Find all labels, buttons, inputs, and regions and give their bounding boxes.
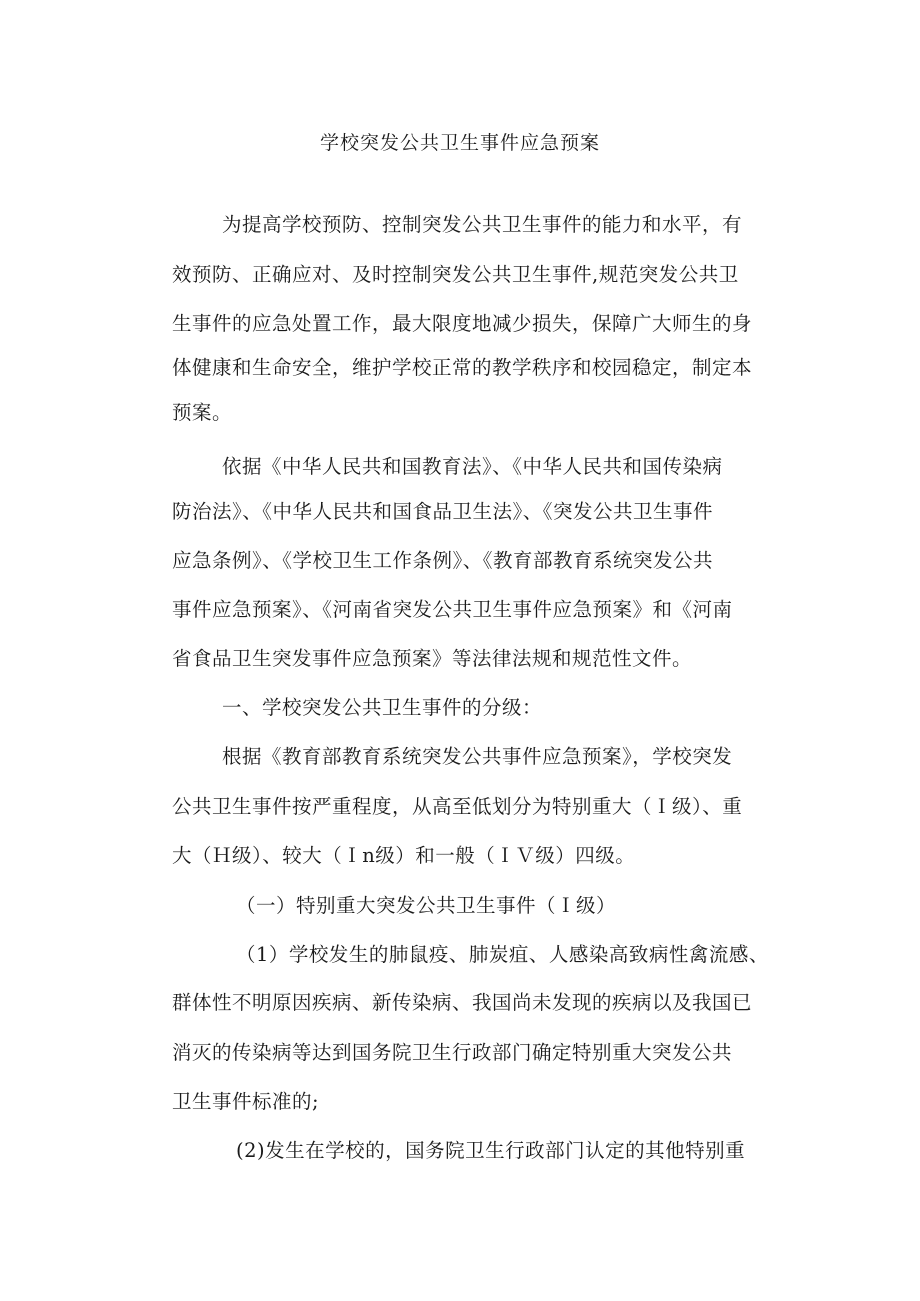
paragraph-line: 群体性不明原因疾病、新传染病、我国尚未发现的疾病以及我国已 [172, 991, 753, 1014]
paragraph-line: 大（Ｈ级）、较大（Ｉn级）和一般（ＩＶ级）四级。 [172, 844, 636, 867]
paragraph-line: 体健康和生命安全，维护学校正常的教学秩序和校园稳定，制定本 [172, 356, 753, 379]
paragraph-line: 效预防、正确应对、及时控制突发公共卫生事件,规范突发公共卫 [172, 263, 739, 286]
paragraph-line: 事件应急预案》、《河南省突发公共卫生事件应急预案》和《河南 [172, 598, 733, 621]
paragraph-line: 防治法》、《中华人民共和国食品卫生法》、《突发公共卫生事件 [172, 500, 714, 523]
subsection-heading: （一）特别重大突发公共卫生事件（Ｉ级） [236, 894, 617, 917]
paragraph-line: 卫生事件标准的; [172, 1090, 320, 1113]
paragraph-line: 依据《中华人民共和国教育法》、《中华人民共和国传染病 [222, 455, 723, 478]
paragraph-line: 消灭的传染病等达到国务院卫生行政部门确定特别重大突发公共 [172, 1041, 733, 1064]
paragraph-line: 为提高学校预防、控制突发公共卫生事件的能力和水平，有 [222, 213, 743, 236]
paragraph-line: 省食品卫生突发事件应急预案》等法律法规和规范性文件。 [172, 647, 693, 670]
section-heading: 一、学校突发公共卫生事件的分级： [222, 696, 543, 719]
paragraph-line: 应急条例》、《学校卫生工作条例》、《教育部教育系统突发公共 [172, 549, 714, 572]
paragraph-line: 公共卫生事件按严重程度，从高至低划分为特别重大（Ｉ级）、重 [172, 795, 743, 818]
paragraph-line: 生事件的应急处置工作，最大限度地减少损失，保障广大师生的身 [172, 312, 753, 335]
paragraph-line: 预案。 [172, 401, 233, 424]
paragraph-line: 根据《教育部教育系统突发公共事件应急预案》，学校突发 [222, 745, 733, 768]
document-title: 学校突发公共卫生事件应急预案 [319, 132, 600, 154]
paragraph-line: （1）学校发生的肺鼠疫、肺炭疽、人感染高致病性禽流感、 [236, 943, 769, 966]
paragraph-line: (2)发生在学校的，国务院卫生行政部门认定的其他特别重 [236, 1139, 746, 1162]
